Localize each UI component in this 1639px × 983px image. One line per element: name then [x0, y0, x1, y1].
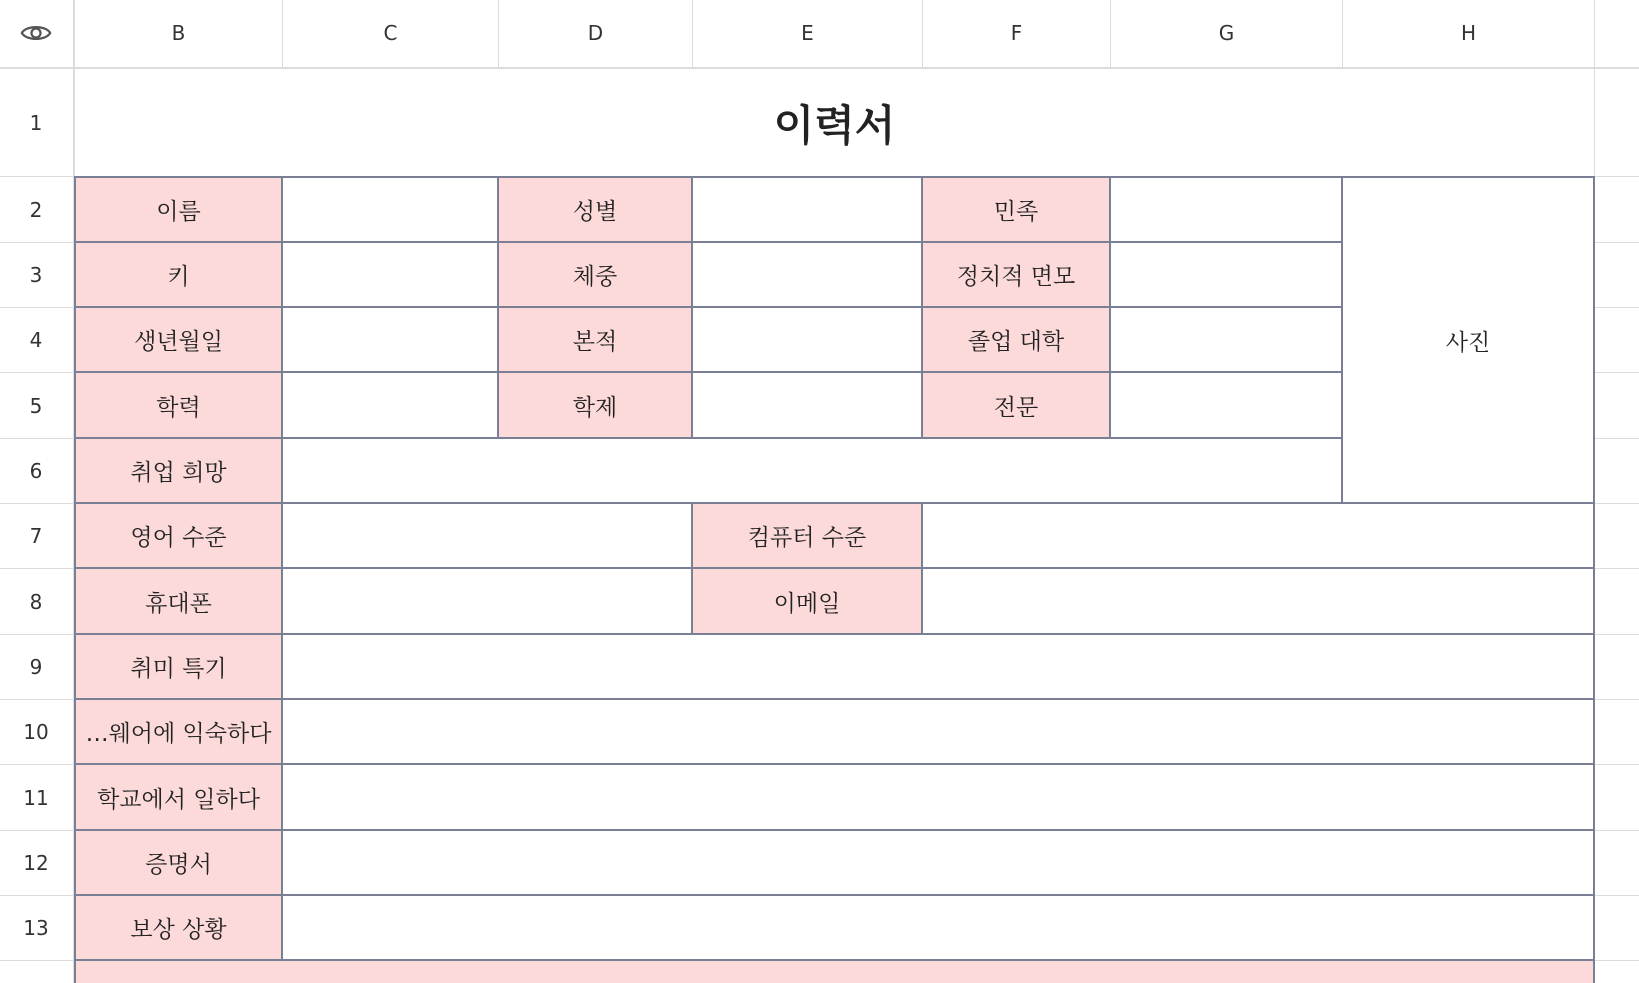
label-phone[interactable]: 휴대폰 — [75, 568, 282, 634]
label-certificates[interactable]: 증명서 — [75, 830, 282, 895]
label-software[interactable]: …웨어에 익숙하다 — [75, 699, 282, 764]
label-email[interactable]: 이메일 — [692, 568, 922, 634]
table-border-v — [1109, 176, 1111, 439]
gridline-h — [0, 960, 74, 961]
table-border-h — [74, 371, 1342, 373]
value-hometown[interactable] — [692, 307, 922, 372]
column-header-h[interactable]: H — [1343, 0, 1594, 66]
column-header-c[interactable]: C — [283, 0, 498, 66]
gridline-h — [1595, 307, 1639, 308]
value-political[interactable] — [1110, 242, 1342, 307]
value-major[interactable] — [1110, 372, 1342, 438]
value-certificates[interactable] — [282, 830, 1594, 895]
label-job-hope[interactable]: 취업 희망 — [75, 438, 282, 503]
value-education[interactable] — [282, 372, 498, 438]
value-birthdate[interactable] — [282, 307, 498, 372]
value-weight[interactable] — [692, 242, 922, 307]
table-border-v — [281, 176, 283, 961]
row-header-7[interactable]: 7 — [0, 504, 72, 568]
column-header-f[interactable]: F — [923, 0, 1110, 66]
label-name[interactable]: 이름 — [75, 177, 282, 242]
row-header-4[interactable]: 4 — [0, 308, 72, 372]
table-border-h — [74, 241, 1342, 243]
label-major[interactable]: 전문 — [922, 372, 1110, 438]
label-birthdate[interactable]: 생년월일 — [75, 307, 282, 372]
label-awards[interactable]: 보상 상황 — [75, 895, 282, 960]
label-ethnicity[interactable]: 민족 — [922, 177, 1110, 242]
row-header-1[interactable]: 1 — [0, 69, 72, 176]
photo-cell[interactable]: 사진 — [1445, 329, 1491, 356]
label-hobbies[interactable]: 취미 특기 — [75, 634, 282, 699]
value-ethnicity[interactable] — [1110, 177, 1342, 242]
column-header-e[interactable]: E — [693, 0, 922, 66]
gridline-h — [1595, 764, 1639, 765]
row-header-3[interactable]: 3 — [0, 243, 72, 307]
row-header-12[interactable]: 12 — [0, 831, 72, 895]
row-header-10[interactable]: 10 — [0, 700, 72, 764]
table-border-v — [921, 176, 923, 439]
table-border-v — [1593, 176, 1595, 983]
table-border-v — [691, 176, 693, 439]
gridline-h — [1595, 960, 1639, 961]
label-weight[interactable]: 체중 — [498, 242, 692, 307]
value-gender[interactable] — [692, 177, 922, 242]
table-border-h — [74, 176, 1595, 178]
row-header-5[interactable]: 5 — [0, 373, 72, 438]
label-school-work[interactable]: 학교에서 일하다 — [75, 764, 282, 830]
label-political[interactable]: 정치적 면모 — [922, 242, 1110, 307]
value-name[interactable] — [282, 177, 498, 242]
table-border-v — [74, 176, 76, 983]
row-header-6[interactable]: 6 — [0, 439, 72, 503]
table-border-h — [74, 894, 1595, 896]
table-border-h — [74, 829, 1595, 831]
table-border-h — [74, 437, 1342, 439]
value-computer[interactable] — [922, 503, 1594, 568]
gridline-h — [1595, 634, 1639, 635]
resume-title[interactable]: 이력서 — [773, 100, 896, 150]
value-software[interactable] — [282, 699, 1594, 764]
label-row-14-partial[interactable] — [75, 960, 1594, 983]
table-border-h — [74, 567, 1595, 569]
eye-icon — [19, 16, 53, 50]
table-border-h — [74, 763, 1595, 765]
label-hometown[interactable]: 본적 — [498, 307, 692, 372]
label-english[interactable]: 영어 수준 — [75, 503, 282, 568]
table-border-h — [74, 633, 1595, 635]
row-header-8[interactable]: 8 — [0, 569, 72, 634]
gridline-h — [1595, 438, 1639, 439]
label-schooling-years[interactable]: 학제 — [498, 372, 692, 438]
row-header-9[interactable]: 9 — [0, 635, 72, 699]
gridline-h — [1595, 372, 1639, 373]
value-email[interactable] — [922, 568, 1594, 634]
value-schooling-years[interactable] — [692, 372, 922, 438]
label-height[interactable]: 키 — [75, 242, 282, 307]
table-border-v — [497, 176, 499, 439]
gridline-h — [1595, 503, 1639, 504]
gridline-h — [1595, 699, 1639, 700]
gridline-h — [1595, 568, 1639, 569]
row-header-11[interactable]: 11 — [0, 765, 72, 830]
label-computer[interactable]: 컴퓨터 수준 — [692, 503, 922, 568]
label-education[interactable]: 학력 — [75, 372, 282, 438]
table-border-v — [921, 502, 923, 635]
value-height[interactable] — [282, 242, 498, 307]
row-header-2[interactable]: 2 — [0, 177, 72, 242]
row-header-13[interactable]: 13 — [0, 896, 72, 960]
value-english[interactable] — [282, 503, 692, 568]
table-border-h — [74, 502, 1595, 504]
table-border-v — [1341, 176, 1343, 504]
column-header-g[interactable]: G — [1111, 0, 1342, 66]
gridline-h — [1595, 242, 1639, 243]
table-border-v — [691, 502, 693, 635]
gridline-h — [1595, 895, 1639, 896]
gridline-h — [1595, 830, 1639, 831]
value-job-hope[interactable] — [282, 438, 1342, 503]
table-border-h — [74, 306, 1342, 308]
label-gender[interactable]: 성별 — [498, 177, 692, 242]
value-hobbies[interactable] — [282, 634, 1594, 699]
column-header-d[interactable]: D — [499, 0, 692, 66]
table-border-h — [74, 698, 1595, 700]
value-university[interactable] — [1110, 307, 1342, 372]
value-awards[interactable] — [282, 895, 1594, 960]
value-phone[interactable] — [282, 568, 692, 634]
table-border-h — [74, 959, 1595, 961]
column-header-b[interactable]: B — [75, 0, 282, 66]
visibility-toggle[interactable] — [0, 0, 72, 66]
value-school-work[interactable] — [282, 764, 1594, 830]
label-university[interactable]: 졸업 대학 — [922, 307, 1110, 372]
